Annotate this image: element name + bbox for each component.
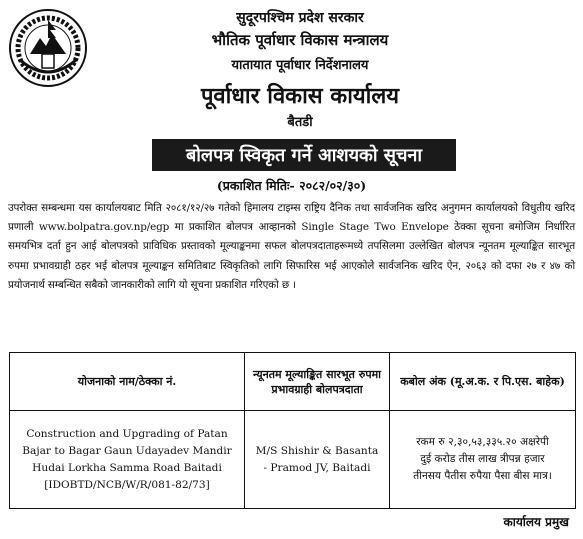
header-bid-amount: कबोल अंक (मू.अ.क. र पि.एस. बाहेक) [390,353,576,411]
bid-table [9,352,576,509]
notice-title-banner: बोलपत्र स्विकृत गर्ने आशयको सूचना [152,139,456,171]
header-project-name: योजनाको नाम/ठेक्का नं. [10,353,245,411]
office-location: बैतडी [287,115,313,130]
header-bidder: न्यूनतम मूल्याङ्कित सारभूत रुपमा प्रभावग्राही बोलपत्रदाता [245,353,390,411]
ministry-heading: भौतिक पूर्वाधार विकास मन्त्रालय [211,31,389,49]
contract-number: [IDOBTD/NCB/W/R/081-82/73] [44,478,210,491]
project-line: Bajar to Bagar Gaun Udayadev Mandir [22,444,232,457]
amount-line: दुई करोड तीस लाख त्रीपन्न हजार [420,453,545,465]
bidder-line: M/S Shishir & Basanta [255,444,379,457]
project-line: Hudai Lorkha Samma Road Baitadi [32,461,222,474]
project-cell [10,411,245,509]
table-row [10,411,576,509]
table-header-row [10,353,576,411]
nepal-government-emblem-icon [8,8,88,88]
amount-line: तीनसय पैतीस रुपैया पैसा बीस मात्र। [413,470,552,482]
amount-line: रकम रु २,३०,५३,३३५.२० अक्षरेपी [416,436,549,448]
published-date: (प्रकाशित मितिः- २०८२/०२/३०) [216,178,367,193]
amount-cell [390,411,576,509]
bidder-line: - Pramod JV, Baitadi [263,461,371,474]
notice-body-paragraph: उपरोक्त सम्बन्धमा यस कार्यालयबाट मिति २०८१/१२/२७ गतेको हिमालय टाइम्स राष्ट्रिय दैनिक तथा सार्वजनिक खरिद अनुगमन कार्यालयको विधुतीय खरिद प्रणाली www.bolpatra.gov.np/egp मा प्रकाशित बोलपत्र आव्हानको Single Stage Two Envelope ठेक्का सूचना बमोजिम निर्धारित समयभित्र दर्ता हुन आई बोलपत्रको प्राविधिक प्रस्तावको मूल्याङ्कनमा सफल बोलपत्रदाताहरूमध्ये तपसिलमा उल्लेखित बोलपत्र न्यूनतम मूल्याङ्कित सारभूत रुपमा प्रभावग्राही ठहर भई बोलपत्र मूल्याङ्कन समितिबाट स्विकृतिको लागि सिफारिस भई आएकोले सार्वजनिक खरिद ऐन, २०६३ को दफा २७ र ४७ को प्रयोजनार्थ सम्बन्धित सबैको जानकारीको लागि यो सूचना प्रकाशित गरिएको छ । [8,202,575,291]
office-chief-signature-label: कार्यालय प्रमुख [503,515,569,529]
office-title: पूर्वाधार विकास कार्यालय [200,83,400,109]
directorate-heading: यातायात पूर्वाधार निर्देशनालय [231,58,369,73]
project-line: Construction and Upgrading of Patan [26,427,228,440]
province-government-heading: सुदूरपश्चिम प्रदेश सरकार [236,10,364,26]
bidder-cell [245,411,390,509]
